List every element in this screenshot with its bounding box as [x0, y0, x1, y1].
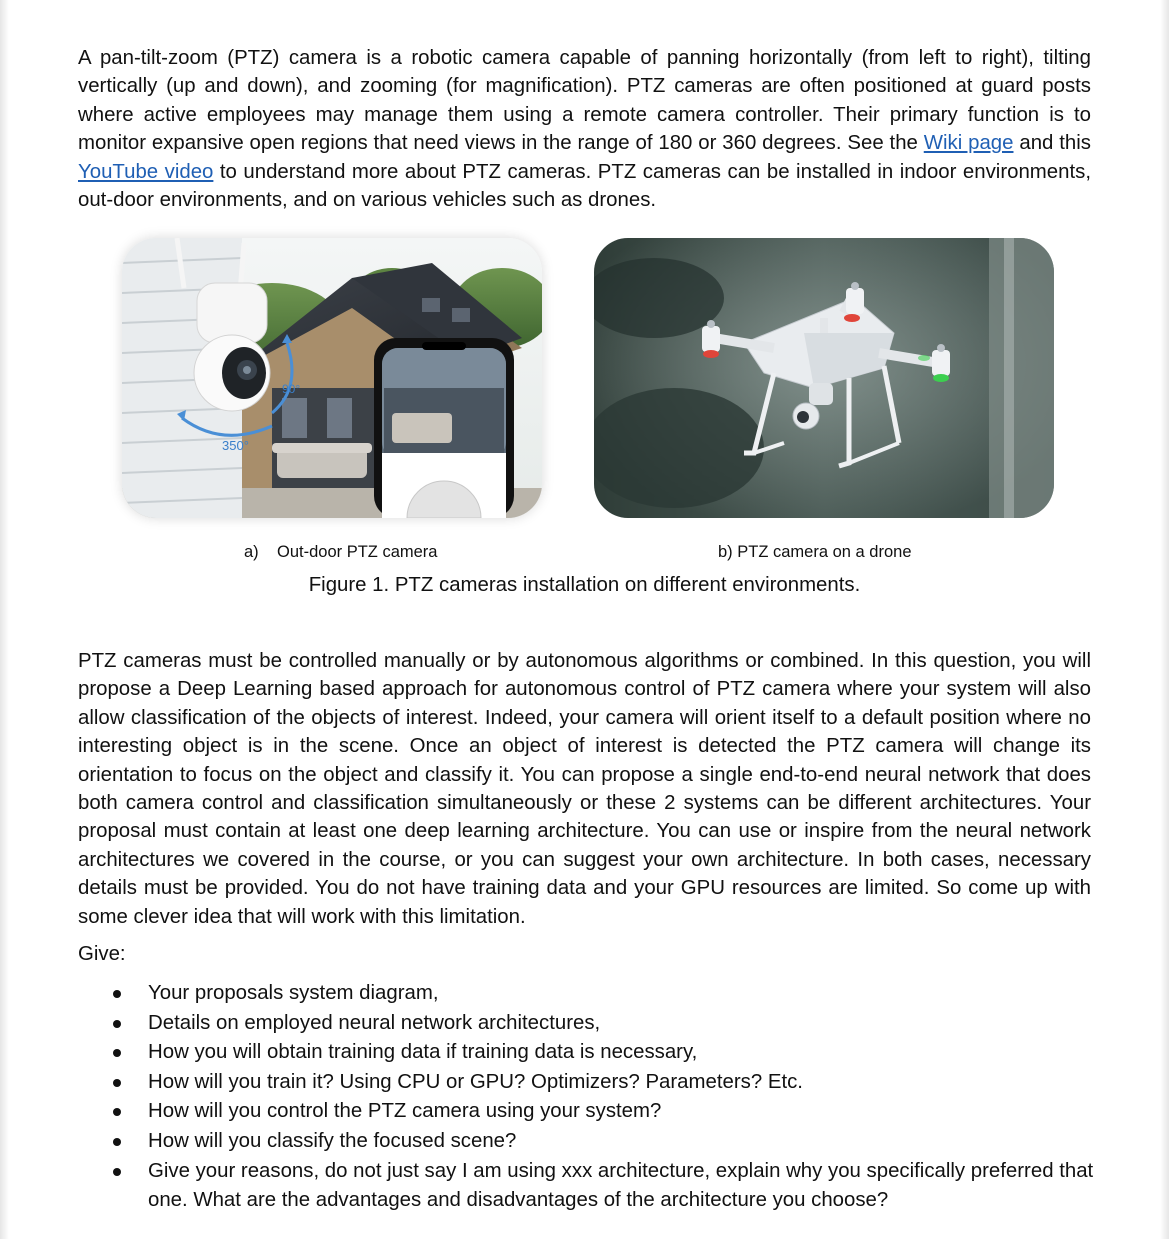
list-item-text: Your proposals system diagram,	[148, 982, 439, 1004]
bullet-icon	[113, 1168, 121, 1176]
caption-a-text: Out-door PTZ camera	[277, 543, 438, 561]
list-item	[110, 1038, 1095, 1068]
wiki-page-link[interactable]: Wiki page	[923, 132, 1014, 155]
youtube-video-link[interactable]: YouTube video	[78, 160, 214, 183]
list-item	[110, 1157, 1095, 1216]
list-item	[110, 979, 1095, 1009]
tilt-angle-label: 90°	[282, 382, 301, 396]
drone-ptz-camera-image	[594, 238, 1054, 518]
list-item-text: How you will obtain training data if training data is necessary,	[148, 1041, 698, 1064]
intro-paragraph-block	[78, 44, 1091, 214]
list-item-text: Give your reasons, do not just say I am using xxx architecture, explain why you specifically preferred that one. What are the advantages and disadvantages of the architecture you choose?	[148, 1159, 1094, 1212]
list-item-text: How will you classify the focused scene?	[148, 1129, 517, 1152]
outdoor-ptz-illustration	[122, 238, 542, 518]
list-item	[110, 1068, 1095, 1098]
list-item	[110, 1097, 1095, 1127]
drone-illustration	[594, 238, 1054, 518]
list-item	[110, 1009, 1095, 1039]
outdoor-ptz-camera-image	[122, 238, 542, 518]
list-item-text: Details on employed neural network architectures,	[148, 1011, 601, 1034]
bullet-icon	[113, 1079, 121, 1087]
pan-angle-label: 350°	[222, 438, 249, 453]
bullet-icon	[113, 1138, 121, 1146]
bullet-icon	[113, 1049, 121, 1057]
list-item-text: How will you control the PTZ camera using your system?	[148, 1100, 662, 1123]
give-label: Give:	[78, 943, 126, 965]
task-paragraph-block	[78, 647, 1091, 931]
intro-paragraph	[78, 44, 1091, 214]
caption-b: b) PTZ camera on a drone	[718, 543, 912, 561]
intro-text-part2: and this	[1013, 132, 1091, 155]
list-item-text: How will you train it? Using CPU or GPU? Optimizers? Parameters? Etc.	[148, 1070, 803, 1093]
caption-a	[244, 543, 437, 562]
page-edge-left	[0, 0, 9, 1239]
task-paragraph: PTZ cameras must be controlled manually or by autonomous algorithms or combined. In this question, you will propose a Deep Learning based approach for autonomous control of PTZ camera where your system will also allow classification of the objects of interest. Indeed, your camera will orient itself to a default position where no interesting object is in the scene. Once an object of interest is detected the PTZ camera will change its orientation to focus on the object and classify it. You can propose a single end-to-end neural network that does both camera control and classification simultaneously or these 2 systems can be different architectures. Your proposal must contain at least one deep learning architecture. You can use or inspire from the neural network architectures we covered in the course, or you can suggest your own architecture. In both cases, necessary details must be provided. You do not have training data and your GPU resources are limited. So come up with some clever idea that will work with this limitation.	[78, 650, 1091, 928]
figure-captions	[0, 543, 1169, 565]
bullet-icon	[113, 1020, 121, 1028]
figure-images	[122, 238, 1054, 518]
requirements-list	[110, 979, 1095, 1216]
intro-text-part3: to understand more about PTZ cameras. PTZ cameras can be installed in indoor environments, out-door environments, and on various vehicles such as drones.	[78, 160, 1092, 212]
page-edge-right	[1160, 0, 1169, 1239]
bullet-icon	[113, 1108, 121, 1116]
caption-a-letter: a)	[244, 543, 259, 561]
bullet-icon	[113, 990, 121, 998]
figure-title: Figure 1. PTZ cameras installation on different environments.	[308, 574, 861, 596]
list-item	[110, 1127, 1095, 1157]
intro-text-part1: A pan-tilt-zoom (PTZ) camera is a robotic camera capable of panning horizontally (from left to right), tilting vertically (up and down), and zooming (for magnification). PTZ cameras are often positioned at guard posts where active employees may manage them using a remote camera controller. Their primary function is to monitor expansive open regions that need views in the range of 180 or 360 degrees. See the	[78, 47, 1091, 155]
